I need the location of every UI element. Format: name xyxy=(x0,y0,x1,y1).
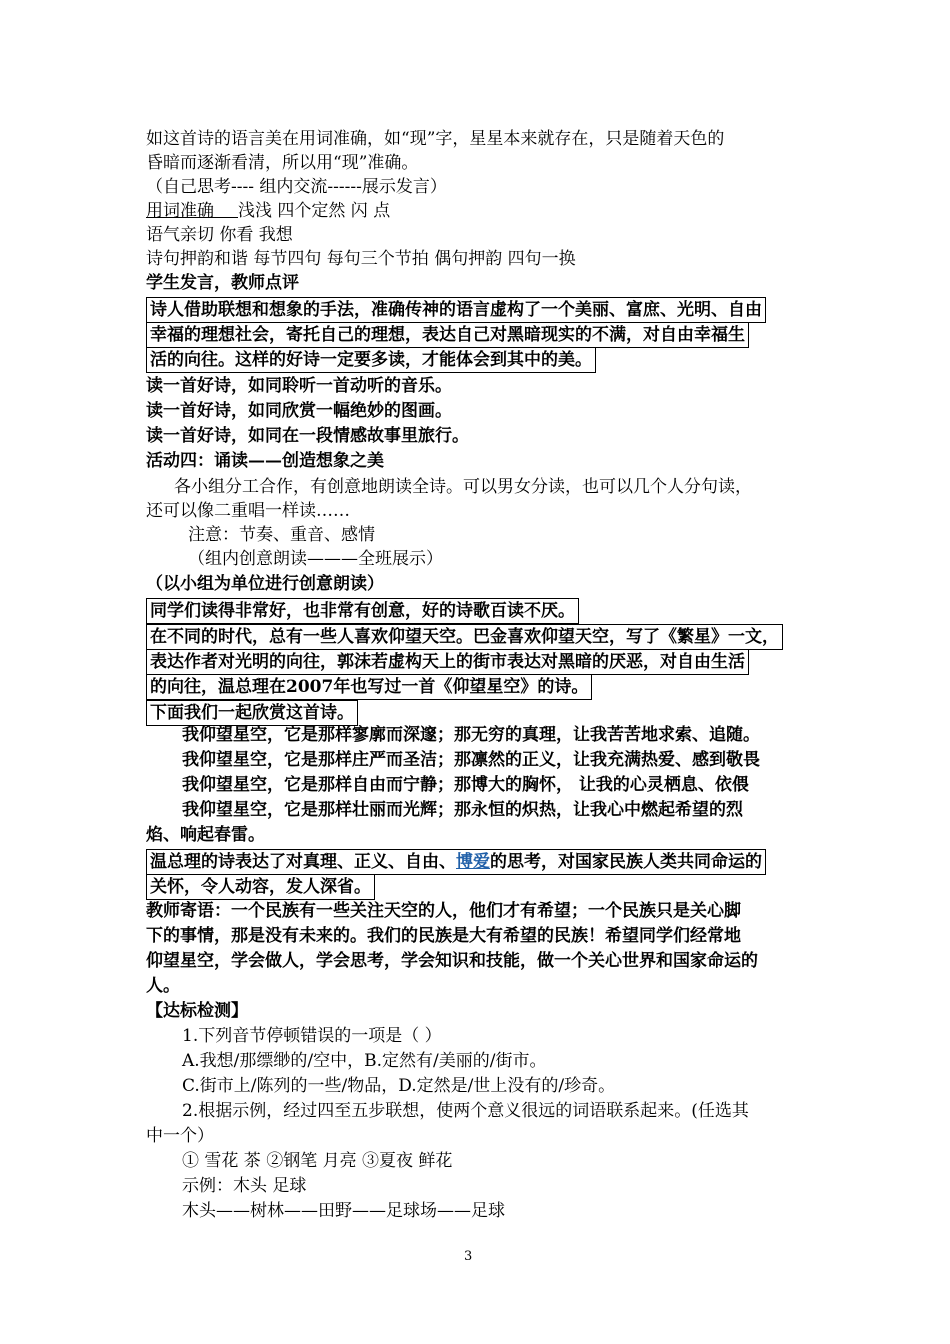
paragraph-line: 教师寄语：一个民族有一些关注天空的人，他们才有希望；一个民族只是关心脚 xyxy=(146,901,741,921)
poem-line: 我仰望星空，它是那样自由而宁静；那博大的胸怀， 让我的心灵栖息、依偎 xyxy=(182,775,749,795)
page-number: 3 xyxy=(464,1249,473,1264)
paragraph-line: （组内创意朗读———全班展示） xyxy=(188,549,443,569)
paragraph-line: 人。 xyxy=(146,976,180,996)
paragraph-line: 如这首诗的语言美在用词准确，如“现”字，星星本来就存在，只是随着天色的 xyxy=(146,129,725,149)
underlined-term: 用词准确 xyxy=(146,201,214,221)
paragraph-line: 下的事情，那是没有未来的。我们的民族是大有希望的民族！希望同学们经常地 xyxy=(146,926,741,946)
option-line: C.街市上/陈列的一些/物品，D.定然是/世上没有的/珍奇。 xyxy=(182,1076,616,1096)
poem-line: 我仰望星空，它是那样寥廓而深邃；那无穷的真理，让我苦苦地求索、追随。 xyxy=(182,725,760,745)
example-line: 示例：木头 足球 xyxy=(182,1176,307,1196)
poem-line: 我仰望星空，它是那样庄严而圣洁；那凛然的正义，让我充满热爱、感到敬畏 xyxy=(182,750,760,770)
example-line: 木头——树林——田野——足球场——足球 xyxy=(182,1201,505,1221)
paragraph-line: 读一首好诗，如同欣赏一幅绝妙的图画。 xyxy=(146,401,452,421)
paragraph-line: 各小组分工合作，有创意地朗读全诗。可以男女分读，也可以几个人分句读， xyxy=(174,477,752,497)
section-heading: 活动四：诵读——创造想象之美 xyxy=(146,451,384,471)
boxed-line: 活的向往。这样的好诗一定要多读，才能体会到其中的美。 xyxy=(146,347,596,373)
boxed-line: 关怀，令人动容，发人深省。 xyxy=(146,874,375,900)
paragraph-line: 诗句押韵和谐 每节四句 每句三个节拍 偶句押韵 四句一换 xyxy=(146,249,576,269)
section-heading: 【达标检测】 xyxy=(146,1001,248,1021)
boxed-line: 下面我们一起欣赏这首诗。 xyxy=(146,700,358,726)
paragraph-line: 注意：节奏、重音、感情 xyxy=(188,525,375,545)
term-list: 浅浅 四个定然 闪 点 xyxy=(238,201,391,221)
option-line: A.我想/那缥缈的/空中，B.定然有/美丽的/街市。 xyxy=(182,1051,547,1071)
paragraph-line: 仰望星空，学会做人，学会思考，学会知识和技能，做一个关心世界和国家命运的 xyxy=(146,951,758,971)
boxed-line: 的向往，温总理在2007年也写过一首《仰望星空》的诗。 xyxy=(146,674,592,700)
paragraph-line: 读一首好诗，如同聆听一首动听的音乐。 xyxy=(146,376,452,396)
question-line: 2.根据示例，经过四至五步联想，使两个意义很远的词语联系起来。(任选其 xyxy=(182,1101,749,1121)
paragraph-line xyxy=(146,199,390,223)
poem-line: 我仰望星空，它是那样壮丽而光辉；那永恒的炽热，让我心中燃起希望的烈 xyxy=(182,800,743,820)
section-label: 学生发言，教师点评 xyxy=(146,273,299,293)
poem-line: 焰、响起春雷。 xyxy=(146,825,265,845)
boxed-line: 表达作者对光明的向往，郭沫若虚构天上的街市表达对黑暗的厌恶，对自由生活 xyxy=(146,649,749,675)
underline-blank xyxy=(214,199,238,218)
boxed-line: 在不同的时代，总有一些人喜欢仰望天空。巴金喜欢仰望天空，写了《繁星》一文， xyxy=(146,624,783,650)
option-line: ① 雪花 茶 ②钢笔 月亮 ③夏夜 鲜花 xyxy=(182,1151,453,1171)
boxed-line: 温总理的诗表达了对真理、正义、自由、博爱的思考，对国家民族人类共同命运的 xyxy=(146,849,766,875)
paragraph-line: （自己思考---- 组内交流------展示发言） xyxy=(146,177,447,197)
question-line: 1.下列音节停顿错误的一项是（ ） xyxy=(182,1026,442,1046)
paragraph-line: 还可以像二重唱一样读…… xyxy=(146,501,350,521)
hyperlink-boai[interactable]: 博爱 xyxy=(456,852,490,872)
boxed-line: 同学们读得非常好，也非常有创意，好的诗歌百读不厌。 xyxy=(146,598,579,624)
question-line: 中一个） xyxy=(146,1126,214,1146)
paragraph-line: 昏暗而逐渐看清，所以用“现”准确。 xyxy=(146,153,419,173)
boxed-line: 幸福的理想社会，寄托自己的理想，表达自己对黑暗现实的不满，对自由幸福生 xyxy=(146,322,749,348)
boxed-line: 诗人借助联想和想象的手法，准确传神的语言虚构了一个美丽、富庶、光明、自由 xyxy=(146,297,766,323)
paragraph-line: 读一首好诗，如同在一段情感故事里旅行。 xyxy=(146,426,469,446)
paragraph-line: （以小组为单位进行创意朗读） xyxy=(146,574,384,594)
paragraph-line: 语气亲切 你看 我想 xyxy=(146,225,293,245)
